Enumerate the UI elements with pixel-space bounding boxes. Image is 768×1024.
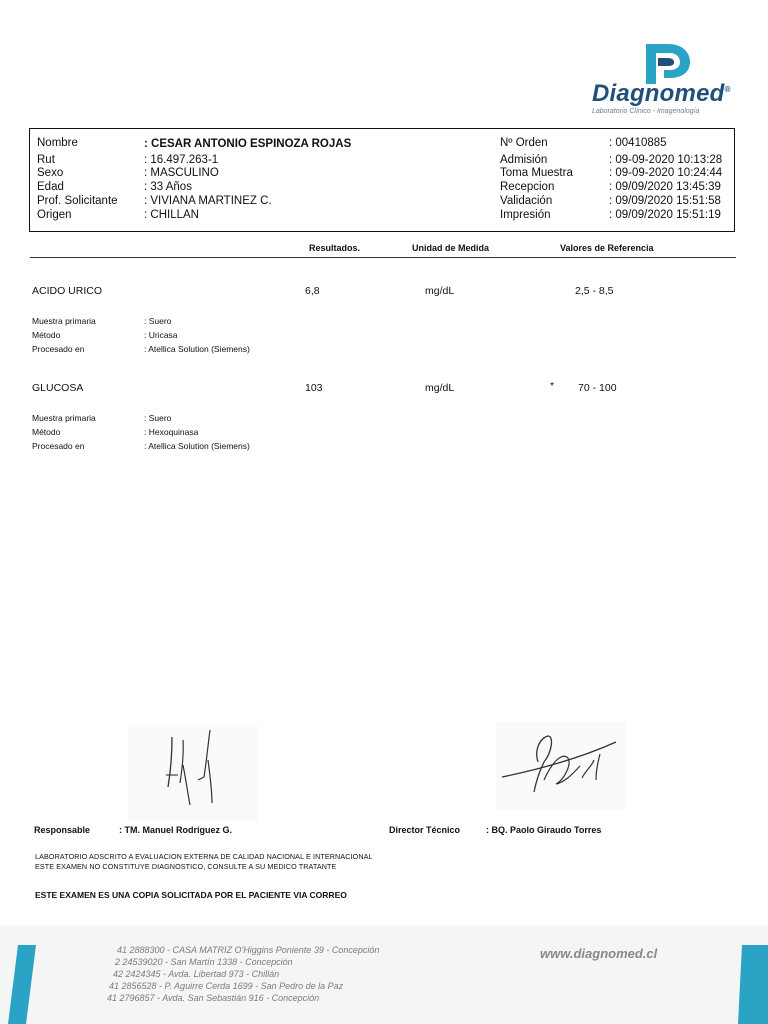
meta-value: : Hexoquinasa <box>144 427 199 437</box>
value-nombre: : CESAR ANTONIO ESPINOZA ROJAS <box>144 138 352 150</box>
label-edad: Edad <box>37 181 64 193</box>
label-toma-muestra: Toma Muestra <box>500 167 573 179</box>
footer-address: 41 2856528 - P. Aguirre Cerda 1699 - San Pedro de la Paz <box>109 981 344 991</box>
value-prof-solicitante: : VIVIANA MARTINEZ C. <box>144 195 272 207</box>
label-admision: Admisión <box>500 154 548 166</box>
meta-value: : Suero <box>144 413 172 423</box>
test-result: 6,8 <box>305 285 320 297</box>
footer-address: 41 2888300 - CASA MATRIZ O'Higgins Poniente 39 - Concepción <box>117 945 380 955</box>
meta-value: : Uricasa <box>144 330 178 340</box>
director-label: Director Técnico <box>389 825 461 835</box>
label-rut: Rut <box>37 154 55 166</box>
test-name: GLUCOSA <box>32 382 84 394</box>
note-disclaimer: ESTE EXAMEN NO CONSTITUYE DIAGNOSTICO, CONSULTE A SU MEDICO TRATANTE <box>35 862 337 871</box>
label-sexo: Sexo <box>37 167 64 179</box>
value-toma-muestra: : 09-09-2020 10:24:44 <box>609 167 723 179</box>
signature-director <box>496 722 626 810</box>
value-impresion: : 09/09/2020 15:51:19 <box>609 209 721 221</box>
label-nombre: Nombre <box>37 137 78 149</box>
test-flag: * <box>550 380 555 392</box>
label-prof-solicitante: Prof. Solicitante <box>37 195 118 207</box>
test-unit: mg/dL <box>425 382 455 394</box>
meta-label: Procesado en <box>32 441 85 451</box>
meta-value: : Suero <box>144 316 172 326</box>
value-edad: : 33 Años <box>144 181 192 193</box>
test-unit: mg/dL <box>425 285 455 297</box>
value-admision: : 09-09-2020 10:13:28 <box>609 154 723 166</box>
value-sexo: : MASCULINO <box>144 167 219 179</box>
signature-responsable <box>128 725 258 820</box>
label-validacion: Validación <box>500 195 553 207</box>
label-origen: Origen <box>37 209 72 221</box>
test-result: 103 <box>305 382 323 394</box>
logo-wordmark: Diagnomed® <box>592 80 731 107</box>
meta-label: Muestra primaria <box>32 316 96 326</box>
note-accreditation: LABORATORIO ADSCRITO A EVALUACION EXTERNA DE CALIDAD NACIONAL E INTERNACIONAL <box>35 852 373 861</box>
label-orden: Nº Orden <box>500 137 548 149</box>
meta-label: Muestra primaria <box>32 413 96 423</box>
footer-website-link[interactable]: www.diagnomed.cl <box>540 946 658 961</box>
meta-label: Método <box>32 427 61 437</box>
note-copy: ESTE EXAMEN ES UNA COPIA SOLICITADA POR EL PACIENTE VIA CORREO <box>35 890 347 900</box>
footer-left-stripe <box>0 945 40 1024</box>
value-validacion: : 09/09/2020 15:51:58 <box>609 195 721 207</box>
footer-address: 41 2796857 - Avda. San Sebastián 916 - Concepción <box>107 993 320 1003</box>
value-recepcion: : 09/09/2020 13:45:39 <box>609 181 721 193</box>
footer-address: 2 24539020 - San Martín 1338 - Concepción <box>115 957 293 967</box>
responsable-label: Responsable <box>34 825 91 835</box>
responsable-name: : TM. Manuel Rodríguez G. <box>119 825 232 835</box>
director-name: : BQ. Paolo Giraudo Torres <box>486 825 602 835</box>
value-rut: : 16.497.263-1 <box>144 154 219 166</box>
col-header-results: Resultados. <box>309 243 361 253</box>
label-impresion: Impresión <box>500 209 551 221</box>
test-reference: 70 - 100 <box>578 382 617 394</box>
footer-right-stripe <box>728 945 768 1024</box>
value-origen: : CHILLAN <box>144 209 199 221</box>
value-orden: : 00410885 <box>609 137 667 149</box>
meta-value: : Atellica Solution (Siemens) <box>144 441 250 451</box>
label-recepcion: Recepcion <box>500 181 555 193</box>
test-name: ACIDO URICO <box>32 285 103 297</box>
header-divider <box>30 257 736 258</box>
test-reference: 2,5 - 8,5 <box>575 285 614 297</box>
meta-label: Método <box>32 330 61 340</box>
meta-label: Procesado en <box>32 344 85 354</box>
meta-value: : Atellica Solution (Siemens) <box>144 344 250 354</box>
col-header-reference: Valores de Referencia <box>560 243 654 253</box>
col-header-unit: Unidad de Medida <box>412 243 490 253</box>
footer-address: 42 2424345 - Avda. Libertad 973 - Chillán <box>113 969 280 979</box>
logo-tagline: Laboratorio Clínico - Imagenología <box>592 108 700 115</box>
